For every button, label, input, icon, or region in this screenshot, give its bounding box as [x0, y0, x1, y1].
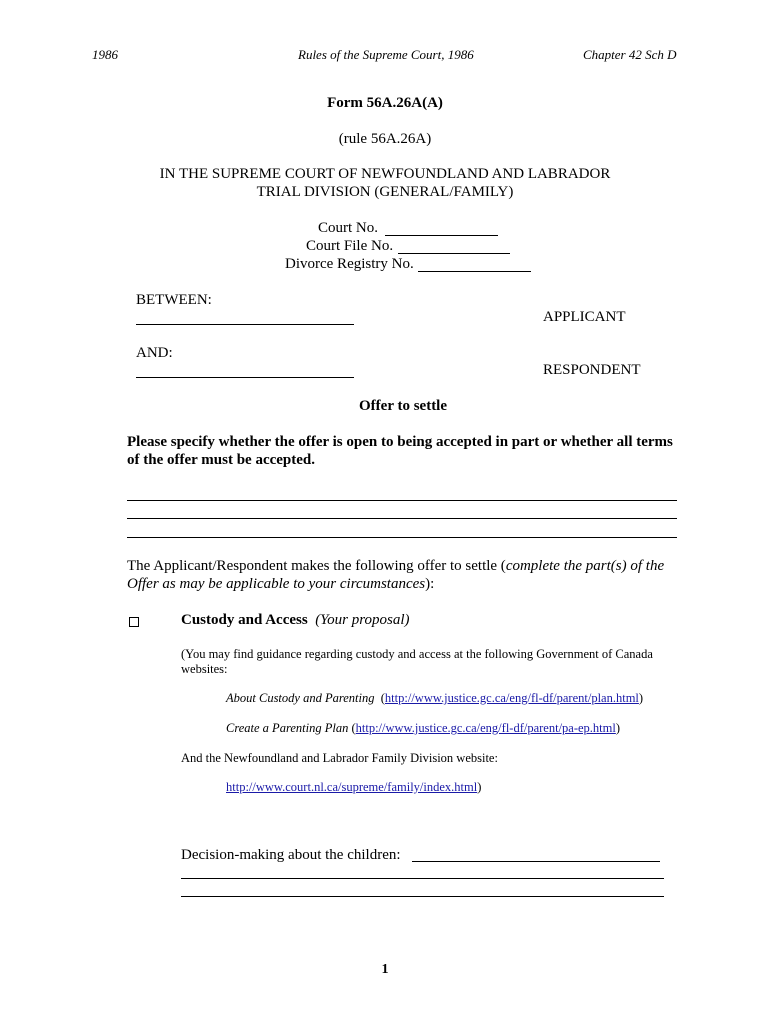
- court-name-line2: TRIAL DIVISION (GENERAL/FAMILY): [256, 184, 514, 200]
- guidance-line2: websites:: [181, 662, 228, 676]
- link3-row: http://www.court.nl.ca/supreme/family/index.html): [226, 780, 482, 794]
- offer-heading: Offer to settle: [359, 398, 448, 414]
- respondent-name-field[interactable]: [136, 377, 354, 378]
- court-no-field[interactable]: [385, 235, 498, 236]
- applicant-name-field[interactable]: [136, 324, 354, 325]
- offer-answer-line-3[interactable]: [127, 537, 677, 538]
- court-file-no-field[interactable]: [398, 253, 510, 254]
- divorce-registry-label: Divorce Registry No.: [285, 256, 414, 272]
- between-label: BETWEEN:: [136, 292, 212, 308]
- link1-row: About Custody and Parenting (http://www.justice.gc.ca/eng/fl-df/parent/plan.html): [226, 691, 644, 705]
- nl-website-text: And the Newfoundland and Labrador Family Division website:: [181, 751, 498, 765]
- custody-heading-label: Custody and Access: [181, 612, 308, 628]
- decision-making-line-2[interactable]: [181, 878, 664, 879]
- link2-url[interactable]: http://www.justice.gc.ca/eng/fl-df/parent/pa-ep.html: [355, 721, 616, 735]
- custody-checkbox[interactable]: [129, 617, 139, 627]
- link2-label: Create a Parenting Plan: [226, 721, 349, 735]
- header-title: Rules of the Supreme Court, 1986: [298, 47, 474, 62]
- offer-intro-plain-2: ):: [425, 576, 435, 592]
- offer-intro-italic-2: Offer as may be applicable to your circumstances: [127, 576, 426, 592]
- court-name-line1: IN THE SUPREME COURT OF NEWFOUNDLAND AND LABRADOR: [159, 166, 611, 182]
- offer-answer-line-1[interactable]: [127, 500, 677, 501]
- link3-url[interactable]: http://www.court.nl.ca/supreme/family/index.html: [226, 780, 478, 794]
- offer-intro-line2: [127, 576, 434, 593]
- header-chapter: Chapter 42 Sch D: [583, 47, 677, 62]
- applicant-label: APPLICANT: [543, 309, 626, 325]
- offer-answer-line-2[interactable]: [127, 518, 677, 519]
- respondent-label: RESPONDENT: [543, 362, 641, 378]
- custody-heading-italic: (Your proposal): [315, 612, 410, 628]
- decision-making-label: Decision-making about the children:: [181, 847, 401, 863]
- link1-url[interactable]: http://www.justice.gc.ca/eng/fl-df/parent/plan.html: [384, 691, 639, 705]
- link1-label: About Custody and Parenting: [226, 691, 375, 705]
- link2-row: Create a Parenting Plan (http://www.justice.gc.ca/eng/fl-df/parent/pa-ep.html): [226, 721, 621, 735]
- decision-making-field[interactable]: [412, 861, 660, 862]
- offer-intro-line1: [127, 558, 664, 575]
- offer-intro-plain: The Applicant/Respondent makes the following offer to settle (: [127, 558, 506, 574]
- guidance-line1: (You may find guidance regarding custody and access at the following Government of Canada: [181, 647, 653, 661]
- header-year: 1986: [92, 47, 118, 62]
- offer-instruction-line2: of the offer must be accepted.: [127, 452, 316, 468]
- divorce-registry-field[interactable]: [418, 271, 531, 272]
- decision-making-line-3[interactable]: [181, 896, 664, 897]
- form-title: Form 56A.26A(A): [327, 95, 443, 111]
- page-number: 1: [381, 962, 389, 977]
- court-file-no-label: Court File No.: [306, 238, 394, 254]
- offer-intro-italic: complete the part(s) of the: [505, 558, 665, 574]
- and-label: AND:: [136, 345, 173, 361]
- custody-heading: [181, 612, 410, 629]
- form-rule: (rule 56A.26A): [338, 131, 432, 147]
- court-no-label: Court No.: [318, 220, 378, 236]
- offer-instruction-line1: Please specify whether the offer is open to being accepted in part or whether all terms: [127, 434, 673, 450]
